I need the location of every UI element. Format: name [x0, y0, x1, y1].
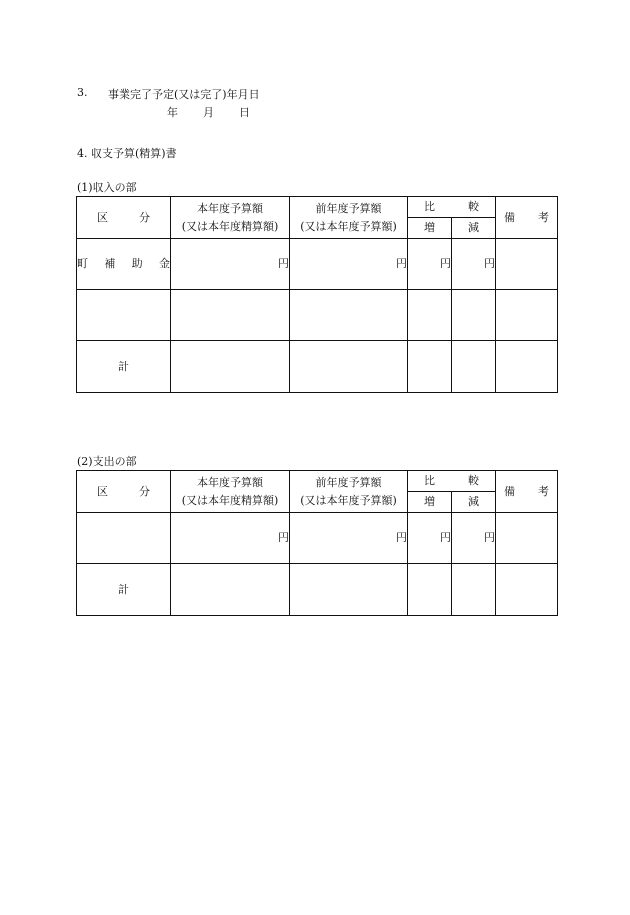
header-previous-year	[290, 471, 408, 513]
header-comparison	[408, 471, 496, 492]
row-label-total: 計	[77, 564, 171, 616]
amount-cell	[171, 290, 290, 341]
header-increase: 増	[408, 218, 452, 239]
header-remarks	[496, 197, 558, 239]
yen-unit: 円	[290, 239, 408, 290]
town-subsidy-char1: 町	[77, 257, 88, 270]
row-label-empty	[77, 290, 171, 341]
header-comparison	[408, 197, 496, 218]
amount-cell	[408, 341, 452, 393]
header-remarks	[496, 471, 558, 513]
header-remarks-char1: 備	[504, 210, 515, 224]
yen-unit: 円	[290, 513, 408, 564]
amount-cell	[452, 564, 496, 616]
town-subsidy-char4: 金	[158, 257, 170, 270]
row-label-empty	[77, 513, 171, 564]
table-row	[77, 290, 558, 341]
header-previous-year	[290, 197, 408, 239]
remarks-cell	[496, 290, 558, 341]
header-decrease: 減	[452, 218, 496, 239]
yen-unit: 円	[408, 513, 452, 564]
header-current-line1: 本年度予算額	[197, 201, 263, 215]
header-remarks-char2: 考	[538, 210, 549, 224]
header-previous-line1: 前年度予算額	[315, 475, 382, 489]
yen-unit: 円	[408, 239, 452, 290]
row-label-total: 計	[77, 341, 171, 393]
header-previous-line2: (又は本年度予算額)	[300, 493, 397, 507]
amount-cell	[452, 341, 496, 393]
header-current-year	[171, 197, 290, 239]
date-day-label: 日	[239, 106, 250, 119]
remarks-cell	[496, 341, 558, 393]
header-current-line1: 本年度予算額	[197, 475, 263, 489]
income-caption: (1)収入の部	[77, 181, 137, 194]
header-remarks-char2: 考	[538, 484, 549, 498]
header-increase: 増	[408, 492, 452, 513]
amount-cell	[171, 564, 290, 616]
income-table	[76, 196, 558, 393]
section3-number: 3.	[77, 86, 88, 99]
header-remarks-char1: 備	[504, 484, 515, 498]
date-month-label: 月	[203, 106, 214, 119]
remarks-cell	[496, 513, 558, 564]
table-row	[77, 239, 558, 290]
header-previous-line1: 前年度予算額	[315, 201, 382, 215]
table-row-total	[77, 341, 558, 393]
yen-unit: 円	[452, 513, 496, 564]
header-previous-line2: (又は本年度予算額)	[300, 219, 397, 233]
header-category-char1: 区	[97, 484, 108, 498]
table-row	[77, 513, 558, 564]
amount-cell	[408, 564, 452, 616]
table-row-total	[77, 564, 558, 616]
header-comparison-char2: 較	[468, 474, 479, 487]
amount-cell	[290, 341, 408, 393]
header-comparison-char1: 比	[424, 200, 435, 213]
expense-caption: (2)支出の部	[77, 455, 137, 468]
yen-unit: 円	[452, 239, 496, 290]
row-label-town-subsidy	[77, 239, 171, 290]
header-category-char2: 分	[139, 210, 150, 224]
amount-cell	[171, 341, 290, 393]
header-category	[77, 471, 171, 513]
date-year-label: 年	[167, 106, 178, 119]
header-category-char2: 分	[139, 484, 150, 498]
header-decrease: 減	[452, 492, 496, 513]
amount-cell	[290, 564, 408, 616]
town-subsidy-char3: 助	[131, 257, 143, 270]
town-subsidy-char2: 補	[104, 257, 116, 270]
yen-unit: 円	[171, 513, 290, 564]
expense-table	[76, 470, 558, 616]
header-comparison-char1: 比	[424, 474, 435, 487]
header-category-char1: 区	[97, 210, 108, 224]
remarks-cell	[496, 239, 558, 290]
header-category	[77, 197, 171, 239]
amount-cell	[408, 290, 452, 341]
section4-title: 4. 収支予算(精算)書	[77, 147, 177, 160]
section3-title: 事業完了予定(又は完了)年月日	[108, 88, 260, 101]
header-current-year	[171, 471, 290, 513]
header-current-line2: (又は本年度精算額)	[181, 493, 279, 507]
amount-cell	[290, 290, 408, 341]
header-comparison-char2: 較	[468, 200, 479, 213]
yen-unit: 円	[171, 239, 290, 290]
header-current-line2: (又は本年度精算額)	[181, 219, 279, 233]
amount-cell	[452, 290, 496, 341]
remarks-cell	[496, 564, 558, 616]
